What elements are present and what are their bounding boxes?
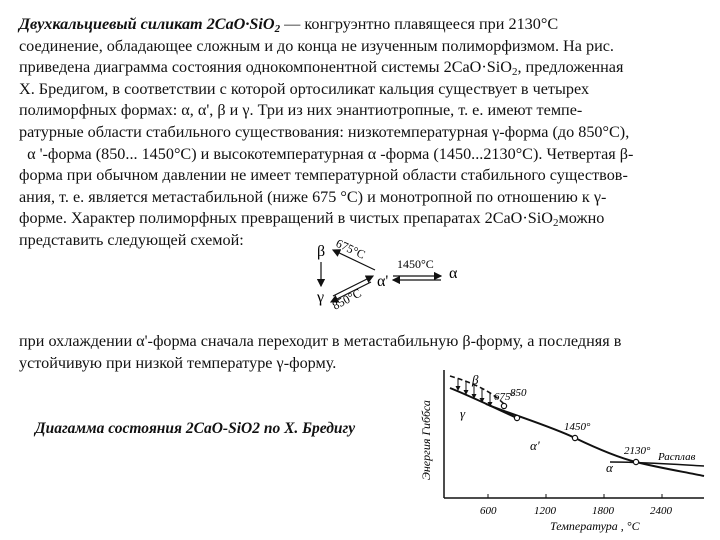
point-label-2130: 2130°: [624, 445, 651, 457]
x-tick-label: 1200: [534, 505, 556, 517]
transition-point-850: [514, 415, 519, 420]
scheme-alpha-symbol: α: [449, 265, 458, 282]
scheme-label-850: 850°C: [329, 285, 364, 313]
scheme-label-675: 675°C: [333, 236, 368, 262]
transition-point-675: [501, 403, 506, 408]
phase-label-beta: β: [472, 372, 479, 387]
paragraph-line: при охлаждении α'-форма сначала переходит в метастабильную β-форму, а последняя в: [19, 332, 622, 350]
transformation-scheme: [305, 236, 485, 316]
paragraph-line: представить следующей схемой:: [19, 230, 244, 249]
paragraph-line: приведена диаграмма состояния однокомпонентной системы 2CaO·SiO$_2$, предложенная: [19, 58, 624, 79]
x-tick-label: 2400: [650, 505, 672, 517]
paragraph-line: ания, т. е. является метастабильной (ниже 675 °С) и монотропной по отношению к γ-: [19, 187, 607, 206]
paragraph-line: устойчивую при низкой температуре γ-форму.: [19, 353, 337, 372]
phase-label-melt: Расплав: [658, 451, 696, 463]
phase-label-alpha: α: [606, 460, 613, 475]
paragraph-line: форма при обычном давлении не имеет температурной области стабильного существов-: [19, 166, 628, 185]
gibbs-energy-diagram: [400, 362, 712, 536]
phase-label-alpha-prime: α': [530, 438, 540, 453]
paragraph-line: α '-форма (850... 1450°С) и высокотемпературная α -форма (1450...2130°С). Четвертая β-: [19, 144, 634, 163]
paragraph-line: Х. Бредигом, в соответствии с которой ортосиликат кальция существует в четырех: [19, 79, 590, 98]
phase-label-gamma: γ: [460, 406, 466, 421]
transition-point-1450: [572, 435, 577, 440]
paragraph-line: ратурные области стабильного существования: низкотемпературная γ-форма (до 850°С),: [19, 122, 630, 141]
intro-paragraph: [19, 14, 709, 252]
paragraph-line: форме. Характер полиморфных превращений в чистых препаратах 2CaO·SiO$_2$можно: [19, 209, 605, 230]
paragraph-line: Двухкальциевый силикат 2CaO·SiO$_2$ — конгруэнтно плавящееся при 2130°С: [19, 15, 559, 35]
compound-title: Двухкальциевый силикат 2CaO·SiO$_2$: [19, 15, 281, 35]
x-tick-label: 1800: [592, 505, 614, 517]
paragraph-line: соединение, обладающее сложным и до конца не изученным полиморфизмом. На рис.: [19, 36, 614, 55]
scheme-alpha-prime-symbol: α': [377, 273, 389, 290]
paragraph-line: полиморфных формах: α, α', β и γ. Три из них энантиотропные, т. е. имеют темпе-: [19, 101, 583, 120]
point-label-675: 675°: [494, 391, 515, 403]
scheme-label-1450: 1450°C: [397, 257, 434, 271]
alpha-curve: [486, 404, 704, 476]
transition-point-2130: [633, 459, 638, 464]
x-tick-label: 600: [480, 505, 497, 517]
diagram-caption: Диагамма состояния 2CaO-SiO2 по Х. Бредигу: [35, 420, 356, 437]
scheme-gamma-symbol: γ: [317, 289, 325, 306]
y-axis-title: Энергия Гиббса: [419, 400, 433, 480]
x-axis-title: Температура , °С: [550, 519, 640, 533]
scheme-beta-symbol: β: [317, 243, 326, 260]
point-label-1450: 1450°: [564, 421, 591, 433]
point-label-850: 850: [510, 387, 527, 399]
